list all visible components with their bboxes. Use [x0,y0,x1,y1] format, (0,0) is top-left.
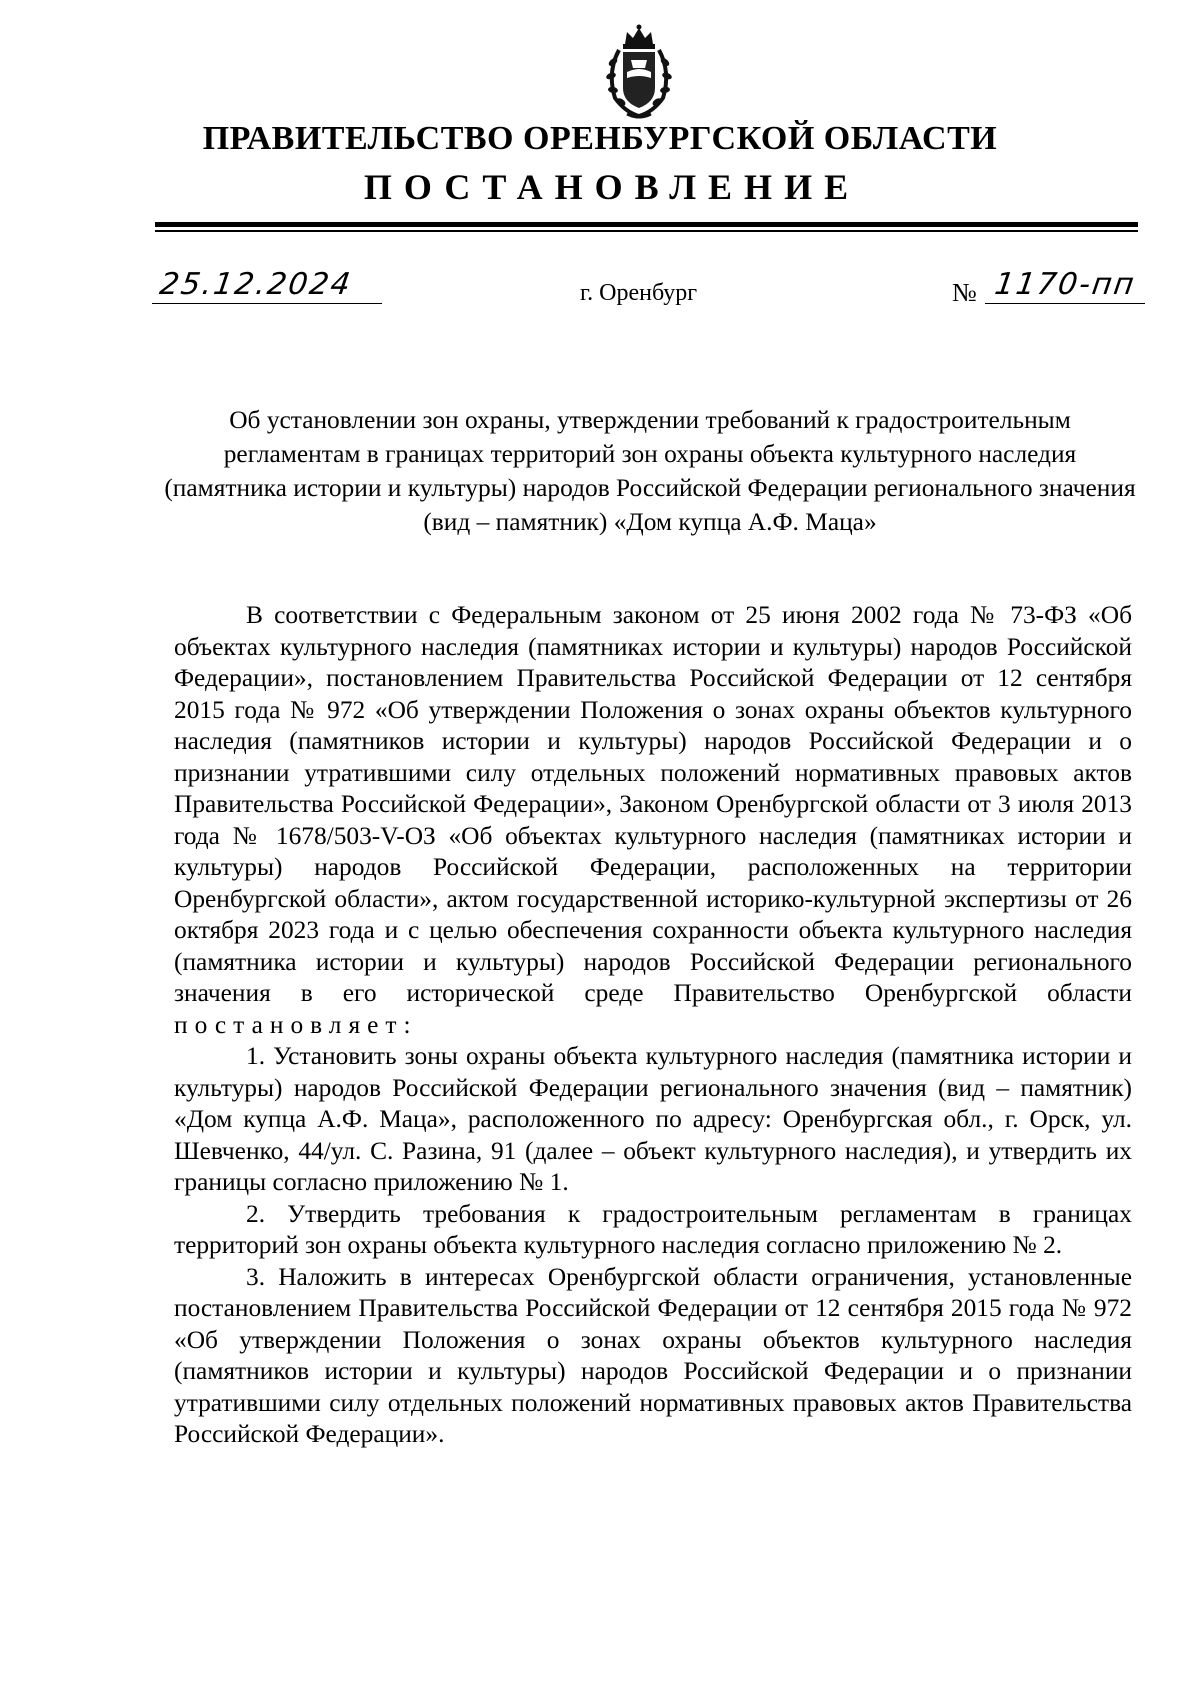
coat-of-arms-emblem [597,22,681,120]
document-body [174,600,1132,1451]
document-type: ПОСТАНОВЛЕНИЕ [363,167,861,207]
item-paragraph-3: 3. Наложить в интересах Оренбургской области ограничения, установленные постановлением Правительства Российской Федерации от 12 сентября 2015 года № 972 «Об утверждении Положения о зонах охраны объектов культурного наследия (памятников истории и культуры) народов Российской Федерации и о признании утратившими силу отдельных положений нормативных правовых актов Правительства Российской Федерации». [174,1262,1132,1448]
preamble-text: В соответствии с Федеральным законом от 25 июня 2002 года № 73-ФЗ «Об объектах культурного наследия (памятниках истории и культуры) народов Российской Федерации», постановлением Правительства Российской Федерации от 12 сентября 2015 года № 972 «Об утверждении Положения о зонах охраны объектов культурного наследия (памятников истории и культуры) народов Российской Федерации и о признании утратившими силу отдельных положений нормативных правовых актов Правительства Российской Федерации», Законом Оренбургской области от 3 июля 2013 года № 1678/503-V-ОЗ «Об объектах культурного наследия (памятниках истории и культуры) народов Российской Федерации, расположенных на территории Оренбургской области», актом государственной историко-культурной экспертизы от 26 октября 2023 года и с целью обеспечения сохранности объекта культурного наследия (памятника истории и культуры) народов Российской Федерации регионального значения в его исторической среде Правительство Оренбургской области [174,601,1132,1007]
header-divider-thin [155,230,1138,232]
organization-name: ПРАВИТЕЛЬСТВО ОРЕНБУРГСКОЙ ОБЛАСТИ [202,120,998,157]
item-paragraph-2: 2. Утвердить требования к градостроительным регламентам в границах территорий зон охраны объекта культурного наследия согласно приложению № 2. [174,1199,1132,1259]
number-label: № [952,278,977,307]
header-divider-thick [155,222,1138,227]
resolves-word: постановляет: [174,1010,418,1039]
handwritten-date: 25.12.2024 [157,267,355,302]
date-field [152,267,382,304]
preamble-paragraph [174,600,1132,1041]
item-paragraph-1: 1. Установить зоны охраны объекта культурного наследия (памятника истории и культуры) народов Российской Федерации регионального значения (вид – памятник) «Дом купца А.Ф. Маца», расположенного по адресу: Оренбургская обл., г. Орск, ул. Шевченко, 44/ул. С. Разина, 91 (далее – объект культурного наследия), и утвердить их границы согласно приложению № 1. [174,1042,1132,1196]
number-field [985,267,1145,304]
handwritten-number: 1170-пп [992,267,1138,302]
document-title: Об установлении зон охраны, утверждении требований к градостроительным регламентам в границах территорий зон охраны объекта культурного наследия (памятника истории и культуры) народов Российской Федерации регионального значения (вид – памятник) «Дом купца А.Ф. Маца» [164,406,1136,536]
city-label: г. Оренбург [580,280,698,306]
